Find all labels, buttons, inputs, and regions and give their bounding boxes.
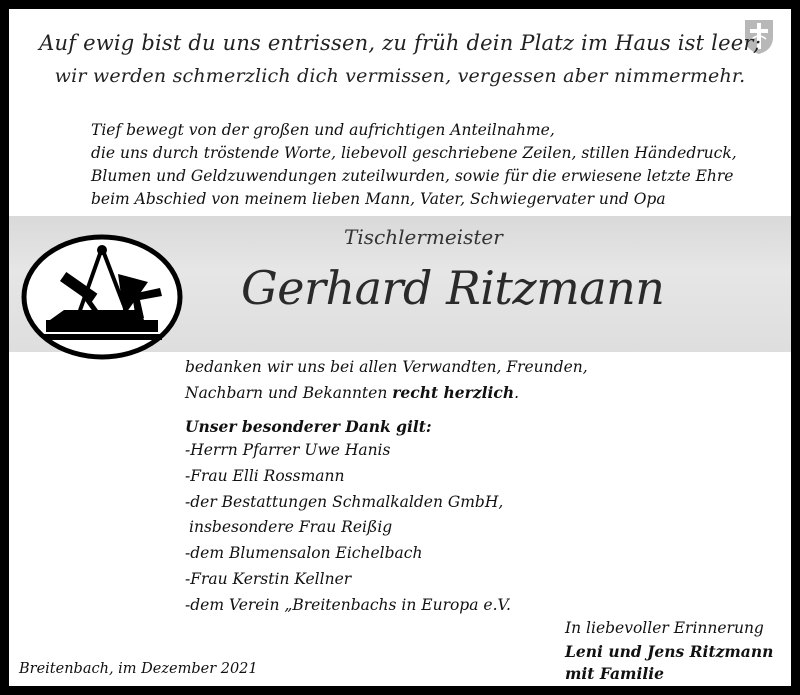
special-thanks-heading: Unser besonderer Dank gilt: (185, 417, 432, 436)
thanks-item: -Herrn Pfarrer Uwe Hanis (185, 441, 391, 459)
thanks-line-2-suffix: . (514, 384, 520, 402)
thanks-line-2 (185, 383, 519, 402)
intro-line-1: Tief bewegt von der großen und aufrichtigen Anteilnahme, (91, 121, 555, 139)
intro-line-2: die uns durch tröstende Worte, liebevoll geschriebene Zeilen, stillen Händedruck, (91, 144, 737, 162)
thanks-item: -Frau Kerstin Kellner (185, 570, 352, 588)
thanks-line-2-prefix: Nachbarn und Bekannten (185, 384, 393, 402)
thanks-line-1: bedanken wir uns bei allen Verwandten, Freunden, (185, 358, 588, 376)
thanks-item: -der Bestattungen Schmalkalden GmbH, (185, 493, 504, 511)
thanks-item: -dem Verein „Breitenbachs in Europa e.V. (185, 596, 511, 614)
thanks-item: insbesondere Frau Reißig (189, 518, 393, 536)
signature-line-1: In liebevoller Erinnerung (565, 619, 764, 637)
intro-line-4: beim Abschied von meinem lieben Mann, Vater, Schwiegervater und Opa (91, 190, 666, 208)
thanks-emphasis: recht herzlich (392, 383, 515, 402)
quote-line-1: Auf ewig bist du uns entrissen, zu früh dein Platz im Haus ist leer; (39, 31, 761, 55)
signature-line-2: Leni und Jens Ritzmann (565, 642, 774, 661)
deceased-occupation: Tischlermeister (344, 225, 503, 249)
carpenter-tools-emblem-icon (20, 234, 186, 360)
intro-line-3: Blumen und Geldzuwendungen zuteilwurden, sowie für die erwiesene letzte Ehre (91, 167, 734, 185)
thanks-item: -dem Blumensalon Eichelbach (185, 544, 423, 562)
thanks-item: -Frau Elli Rossmann (185, 467, 345, 485)
quote-line-2: wir werden schmerzlich dich vermissen, vergessen aber nimmermehr. (54, 65, 746, 87)
signature-line-3: mit Familie (565, 664, 664, 683)
place-date: Breitenbach, im Dezember 2021 (19, 661, 258, 677)
deceased-name: Gerhard Ritzmann (241, 261, 665, 315)
